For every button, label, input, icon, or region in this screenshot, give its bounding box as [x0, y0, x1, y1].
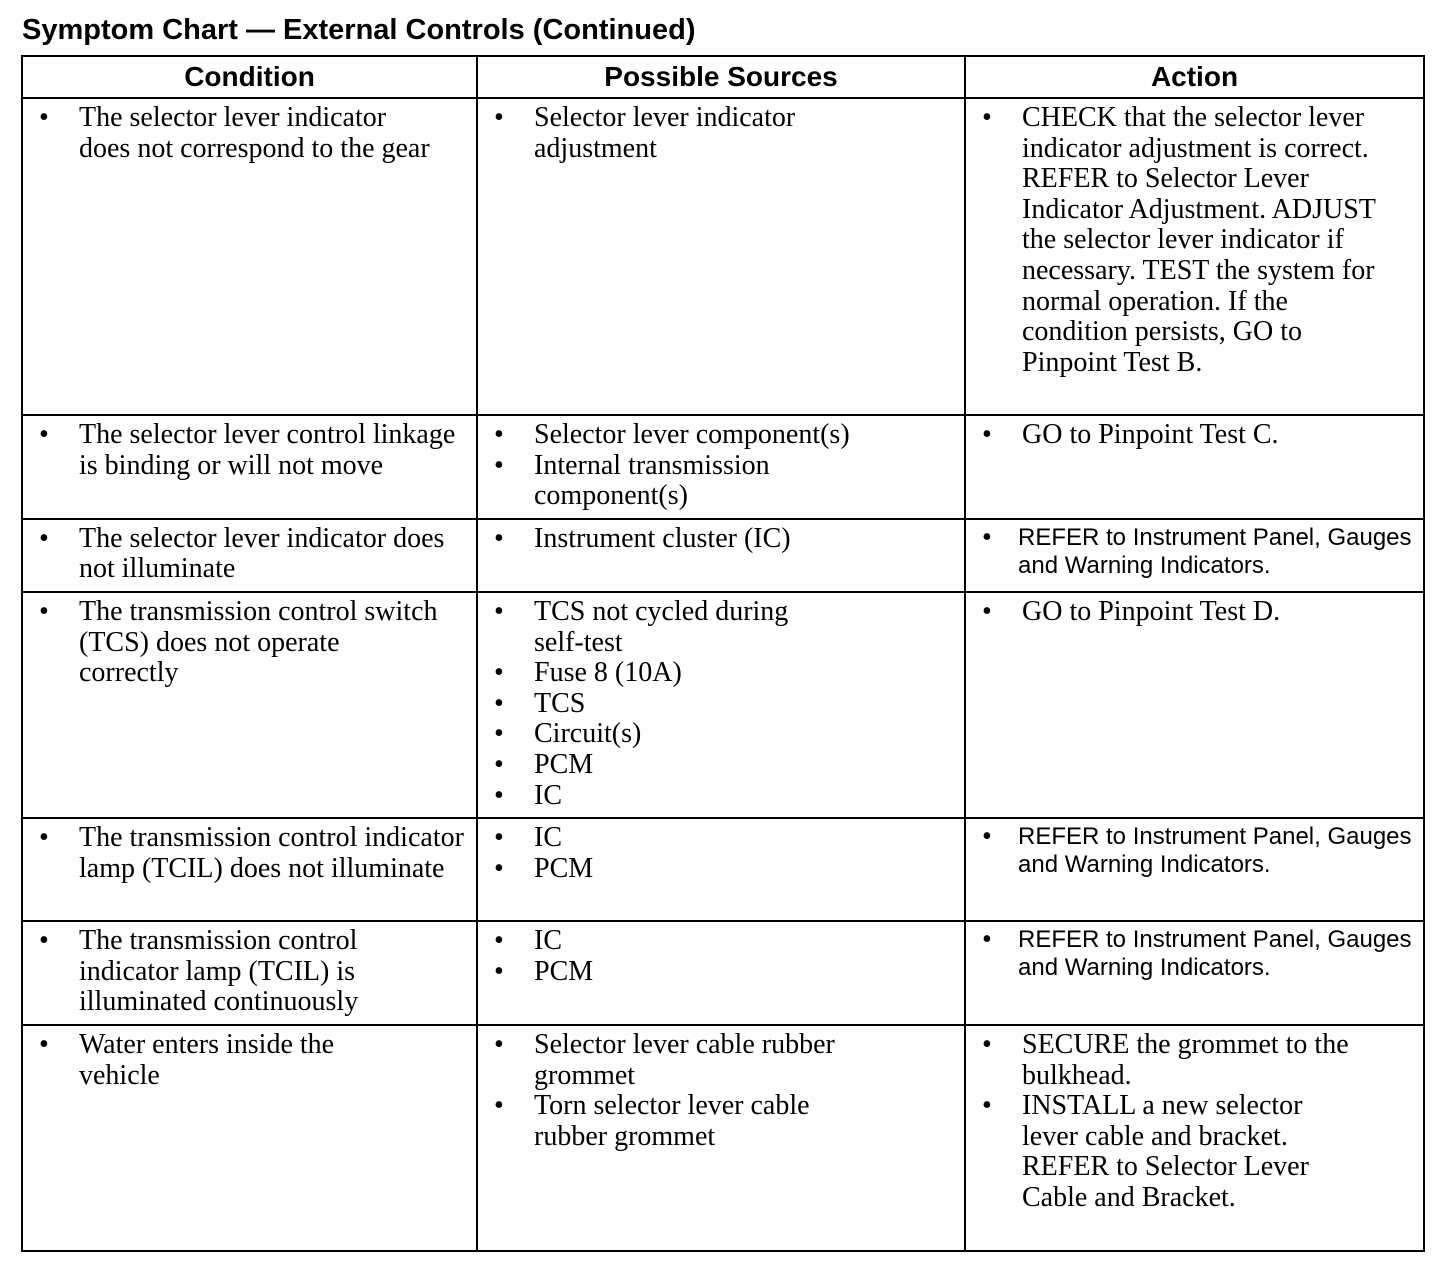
source-item: • Circuit(s) [490, 719, 956, 750]
condition-item: • Water enters inside the vehicle [35, 1030, 468, 1091]
sources-header: Possible Sources [477, 56, 965, 98]
condition-item: • The transmission control switch (TCS) does not operate correctly [35, 597, 468, 689]
condition-item: • The transmission control indicator lamp (TCIL) does not illuminate [35, 823, 468, 884]
source-item: • Internal transmission component(s) [490, 451, 956, 512]
table-row [22, 98, 1424, 415]
table-row [22, 1025, 1424, 1251]
sources-cell [477, 519, 965, 592]
action-item: • GO to Pinpoint Test D. [978, 597, 1415, 628]
condition-cell [22, 98, 477, 415]
table-row [22, 592, 1424, 818]
header-row [22, 56, 1424, 98]
source-item: • PCM [490, 750, 956, 781]
table-row [22, 818, 1424, 921]
action-header: Action [965, 56, 1424, 98]
action-item: • CHECK that the selector lever indicator adjustment is correct. REFER to Selector Lever Indicator Adjustment. ADJUST the selector lever indicator if necessary. TEST the system for normal operation. If the condition persists, GO to Pinpoint Test B. [978, 103, 1415, 378]
condition-item: • The selector lever control linkage is binding or will not move [35, 420, 468, 481]
action-item: • REFER to Instrument Panel, Gauges and Warning Indicators. [978, 524, 1415, 580]
condition-cell [22, 592, 477, 818]
action-cell [965, 818, 1424, 921]
action-cell [965, 519, 1424, 592]
action-item: • SECURE the grommet to the bulkhead. [978, 1030, 1415, 1091]
action-item: • GO to Pinpoint Test C. [978, 420, 1415, 451]
sources-cell [477, 415, 965, 519]
source-item: • Selector lever indicator adjustment [490, 103, 956, 164]
sources-cell [477, 592, 965, 818]
source-item: • Selector lever component(s) [490, 420, 956, 451]
table-row [22, 519, 1424, 592]
source-item: • Selector lever cable rubber grommet [490, 1030, 956, 1091]
condition-item: • The selector lever indicator does not illuminate [35, 524, 468, 585]
sources-cell [477, 1025, 965, 1251]
condition-item: • The transmission control indicator lamp (TCIL) is illuminated continuously [35, 926, 468, 1018]
condition-cell [22, 921, 477, 1025]
action-cell [965, 98, 1424, 415]
condition-item: • The selector lever indicator does not correspond to the gear [35, 103, 468, 164]
symptom-table [21, 55, 1425, 1252]
source-item: • PCM [490, 854, 956, 885]
action-item: • REFER to Instrument Panel, Gauges and Warning Indicators. [978, 823, 1415, 879]
chart-title: Symptom Chart — External Controls (Continued) [22, 14, 696, 46]
source-item: • Instrument cluster (IC) [490, 524, 956, 555]
source-item: • Fuse 8 (10A) [490, 658, 956, 689]
table-row [22, 415, 1424, 519]
action-cell [965, 592, 1424, 818]
source-item: • IC [490, 926, 956, 957]
condition-cell [22, 818, 477, 921]
action-cell [965, 1025, 1424, 1251]
source-item: • PCM [490, 957, 956, 988]
condition-cell [22, 519, 477, 592]
source-item: • IC [490, 823, 956, 854]
source-item: • TCS not cycled during self-test [490, 597, 956, 658]
table-row [22, 921, 1424, 1025]
source-item: • IC [490, 781, 956, 812]
sources-cell [477, 921, 965, 1025]
source-item: • Torn selector lever cable rubber grommet [490, 1091, 956, 1152]
action-cell [965, 921, 1424, 1025]
condition-cell [22, 1025, 477, 1251]
condition-cell [22, 415, 477, 519]
condition-header: Condition [22, 56, 477, 98]
sources-cell [477, 818, 965, 921]
action-cell [965, 415, 1424, 519]
action-item: • REFER to Instrument Panel, Gauges and Warning Indicators. [978, 926, 1415, 982]
source-item: • TCS [490, 689, 956, 720]
sources-cell [477, 98, 965, 415]
action-item: • INSTALL a new selector lever cable and bracket. REFER to Selector Lever Cable and Bracket. [978, 1091, 1415, 1213]
